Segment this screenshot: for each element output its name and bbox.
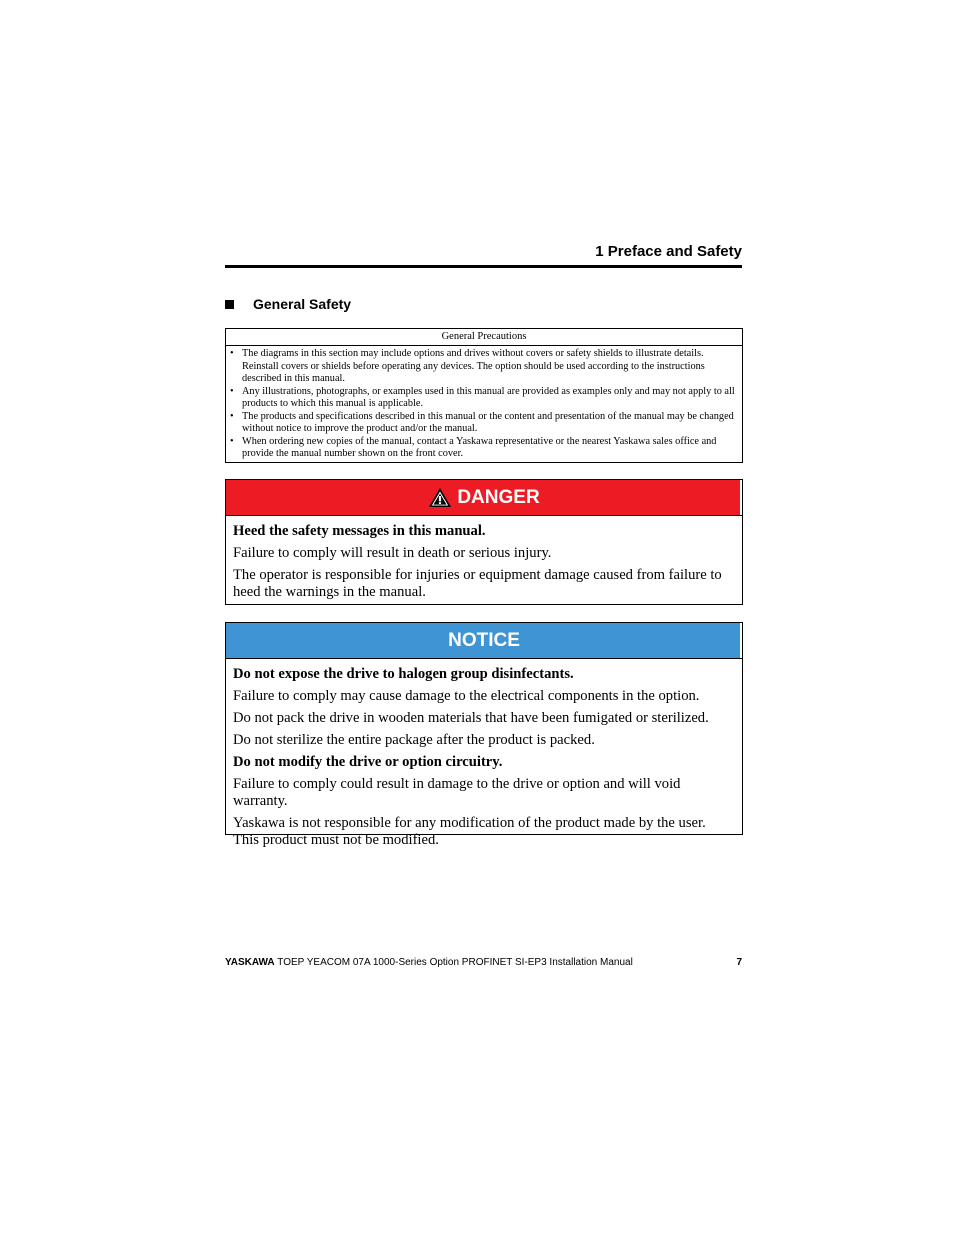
precaution-item: • Any illustrations, photographs, or examples used in this manual are provided as examples only and may not apply to all products to which this manual is applicable. (230, 386, 738, 411)
page-number: 7 (736, 957, 742, 968)
square-bullet-icon (225, 300, 234, 309)
footer-manual-title (225, 956, 633, 969)
notice-label: NOTICE (448, 629, 520, 651)
section-title: 1 Preface and Safety (595, 243, 742, 260)
danger-heading: Heed the safety messages in this manual. (233, 523, 486, 539)
precaution-item: • The products and specifications described in this manual or the content and presentation of the manual may be changed without notice to improve the product and/or the manual. (230, 411, 738, 436)
danger-banner (226, 480, 742, 516)
danger-box (225, 479, 743, 605)
precaution-item: • The diagrams in this section may include options and drives without covers or safety shields to illustrate details. Reinstall covers or shields before operating any devices. The option should be used according to the instructions described in this manual. (230, 348, 738, 386)
header-rule (225, 265, 742, 268)
danger-paragraph: The operator is responsible for injuries or equipment damage caused from failure to heed the warnings in the manual. (233, 567, 722, 600)
subsection-title: General Safety (253, 296, 352, 312)
subsection-heading (225, 296, 351, 313)
notice-paragraph: Failure to comply could result in damage to the drive or option and will void warranty. (233, 776, 681, 809)
notice-paragraph: Do not sterilize the entire package after the product is packed. (233, 732, 595, 748)
notice-heading: Do not modify the drive or option circuitry. (233, 754, 503, 770)
notice-paragraph: Do not pack the drive in wooden materials that have been fumigated or sterilized. (233, 710, 709, 726)
notice-heading: Do not expose the drive to halogen group disinfectants. (233, 666, 574, 682)
danger-body (226, 516, 742, 601)
precautions-list (226, 346, 742, 461)
page-footer (225, 956, 742, 969)
banner-edge (740, 623, 742, 658)
notice-box (225, 622, 743, 848)
banner-edge (740, 480, 742, 515)
notice-paragraph: Yaskawa is not responsible for any modification of the product made by the user. This product must not be modified. (233, 815, 706, 848)
footer-title-text: TOEP YEACOM 07A 1000-Series Option PROFINET SI-EP3 Installation Manual (277, 957, 633, 968)
warning-triangle-icon (428, 487, 452, 508)
precautions-title: General Precautions (226, 329, 742, 346)
general-precautions-table (225, 328, 743, 463)
notice-body (226, 659, 742, 849)
notice-paragraph: Failure to comply may cause damage to the electrical components in the option. (233, 688, 700, 704)
danger-paragraph: Failure to comply will result in death or serious injury. (233, 545, 552, 561)
notice-banner (226, 623, 742, 659)
danger-label: DANGER (457, 486, 540, 508)
precaution-item: • When ordering new copies of the manual, contact a Yaskawa representative or the nearest Yaskawa sales office and provide the manual number shown on the front cover. (230, 436, 738, 461)
footer-brand: YASKAWA (225, 957, 275, 968)
